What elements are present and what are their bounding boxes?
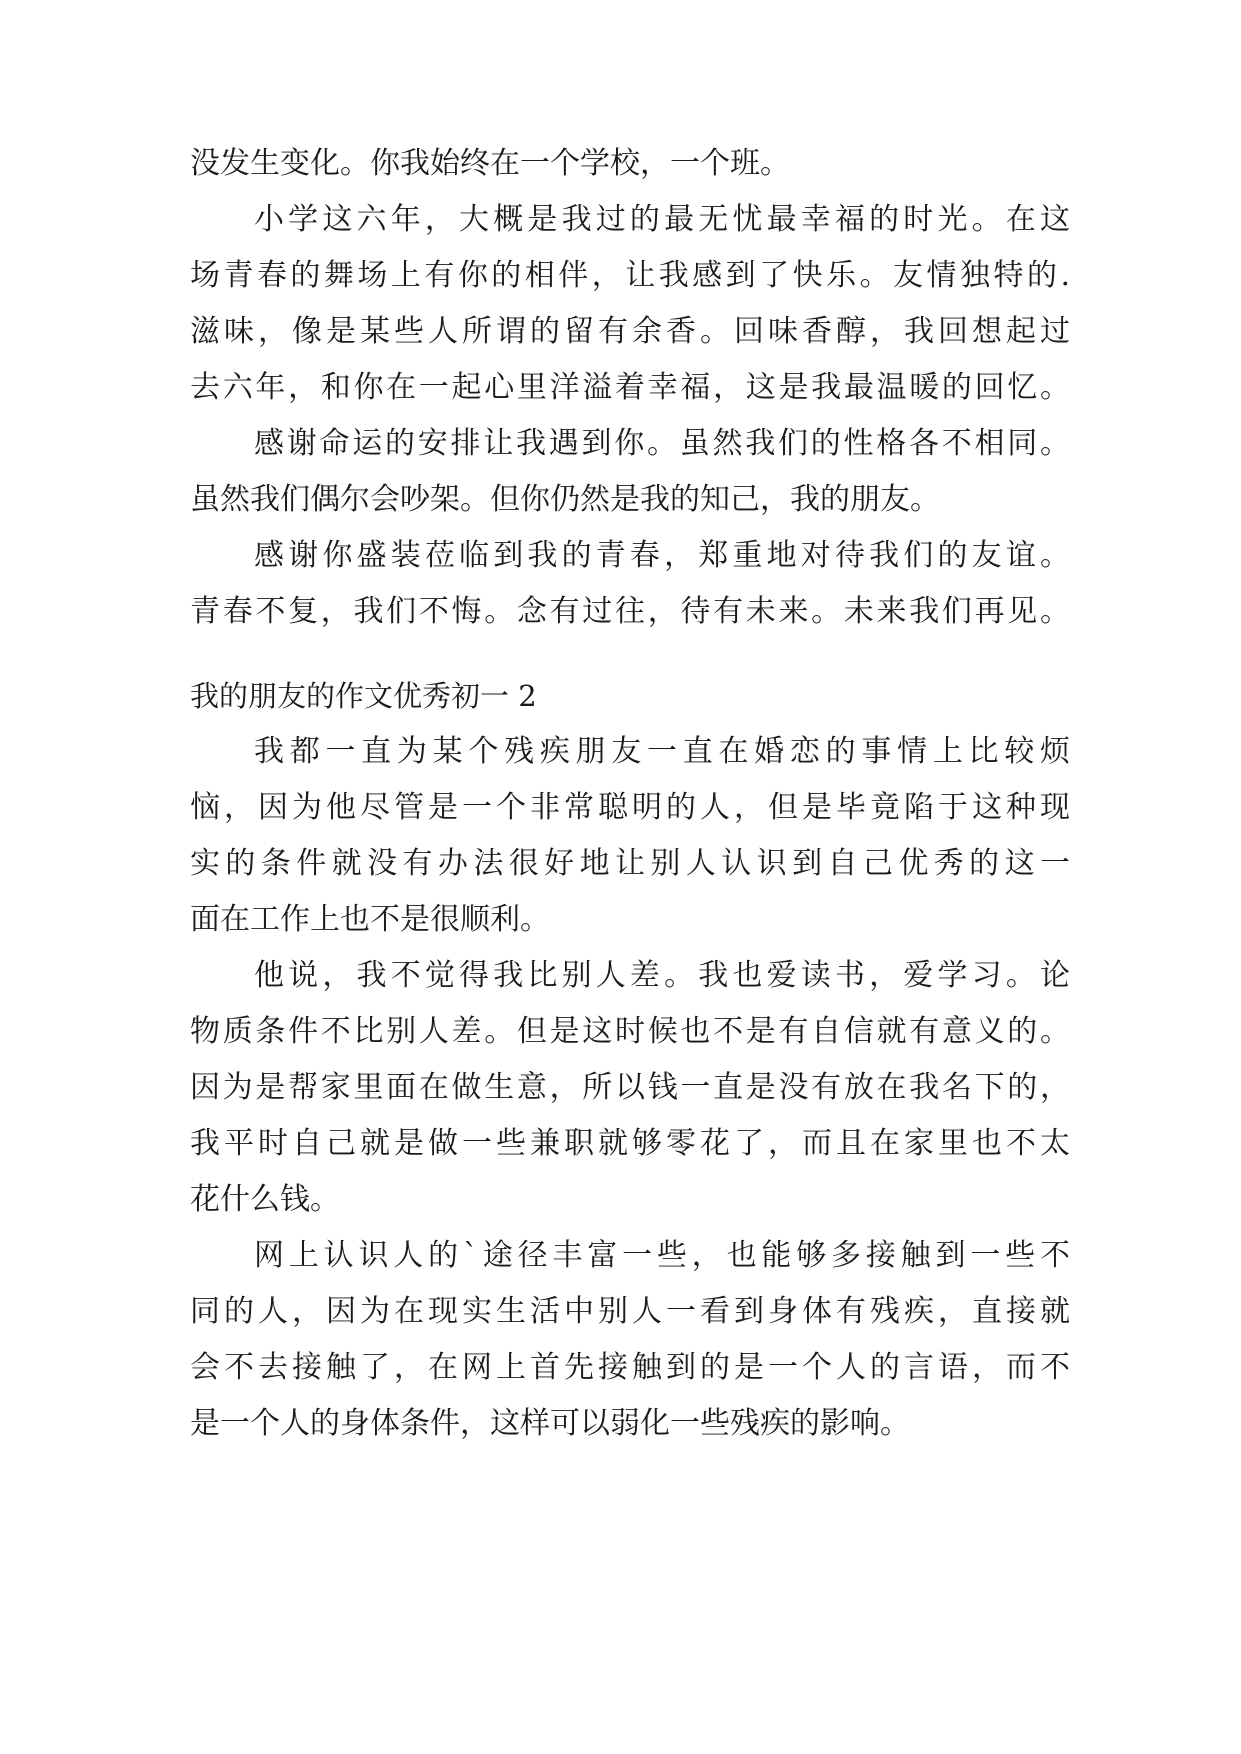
paragraph-line: 我都一直为某个残疾朋友一直在婚恋的事情上比较烦 xyxy=(254,734,1070,769)
paragraph-line: 面在工作上也不是很顺利。 xyxy=(190,902,550,937)
paragraph-line: 实的条件就没有办法很好地让别人认识到自己优秀的这一 xyxy=(190,846,1070,881)
paragraph-line: 没发生变化。你我始终在一个学校，一个班。 xyxy=(190,146,790,181)
paragraph-line: 小学这六年，大概是我过的最无忧最幸福的时光。在这 xyxy=(254,202,1070,237)
paragraph-line: 恼，因为他尽管是一个非常聪明的人，但是毕竟陷于这种现 xyxy=(190,790,1070,825)
section-heading: 我的朋友的作文优秀初一 2 xyxy=(190,679,537,713)
paragraph-line: 会不去接触了，在网上首先接触到的是一个人的言语，而不 xyxy=(190,1350,1070,1385)
paragraph-line: 花什么钱。 xyxy=(190,1182,340,1217)
paragraph-line: 去六年，和你在一起心里洋溢着幸福，这是我最温暖的回忆。 xyxy=(190,370,1070,405)
paragraph-line: 感谢你盛装莅临到我的青春，郑重地对待我们的友谊。 xyxy=(254,538,1070,573)
paragraph-line: 虽然我们偶尔会吵架。但你仍然是我的知己，我的朋友。 xyxy=(190,482,940,517)
paragraph-line: 因为是帮家里面在做生意，所以钱一直是没有放在我名下的， xyxy=(190,1070,1070,1105)
paragraph-line: 网上认识人的`途径丰富一些，也能够多接触到一些不 xyxy=(254,1238,1070,1273)
paragraph-line: 滋味，像是某些人所谓的留有余香。回味香醇，我回想起过 xyxy=(190,314,1070,349)
paragraph-line: 是一个人的身体条件，这样可以弱化一些残疾的影响。 xyxy=(190,1406,910,1441)
paragraph-line: 同的人，因为在现实生活中别人一看到身体有残疾，直接就 xyxy=(190,1294,1070,1329)
paragraph-line: 物质条件不比别人差。但是这时候也不是有自信就有意义的。 xyxy=(190,1014,1070,1049)
paragraph-line: 青春不复，我们不悔。念有过往，待有未来。未来我们再见。 xyxy=(190,594,1070,629)
paragraph-line: 他说，我不觉得我比别人差。我也爱读书，爱学习。论 xyxy=(254,958,1070,993)
paragraph-line: 感谢命运的安排让我遇到你。虽然我们的性格各不相同。 xyxy=(254,426,1070,461)
paragraph-line: 我平时自己就是做一些兼职就够零花了，而且在家里也不太 xyxy=(190,1126,1070,1161)
paragraph-line: 场青春的舞场上有你的相伴，让我感到了快乐。友情独特的. xyxy=(190,258,1070,293)
